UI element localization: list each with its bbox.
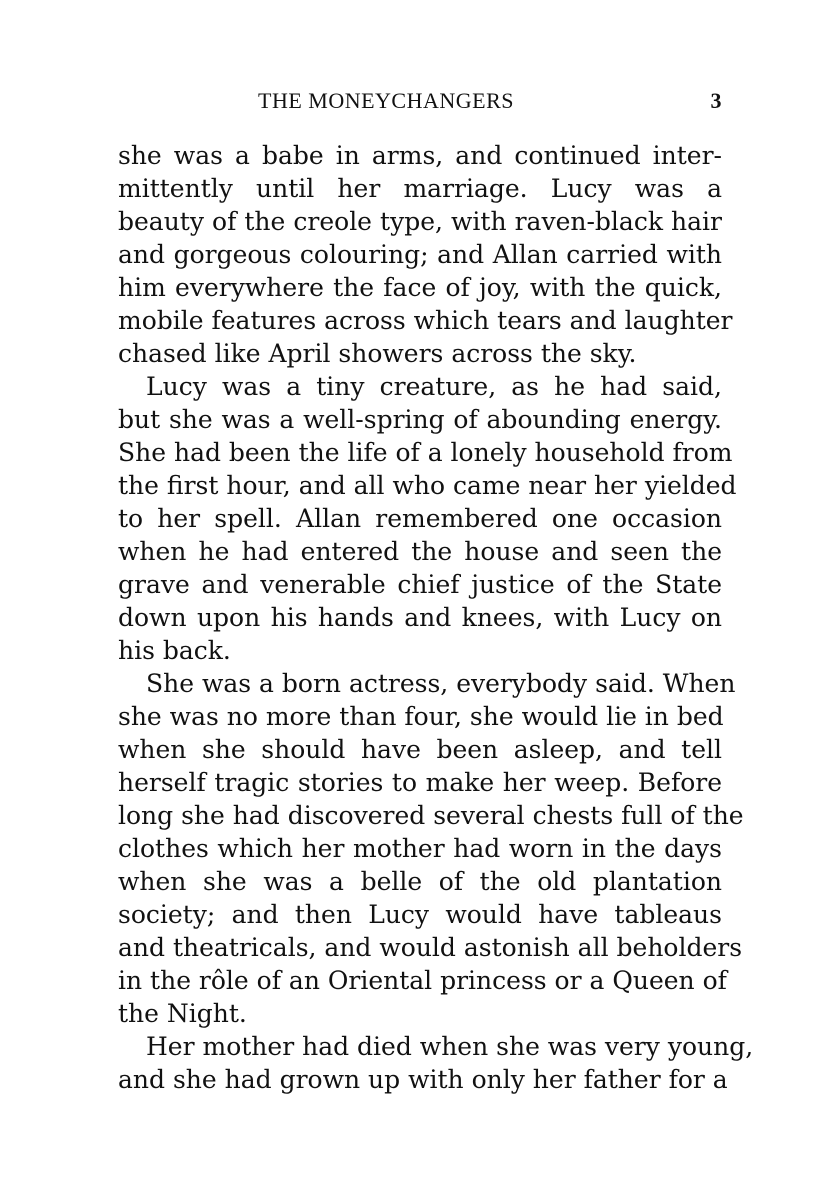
text-line: down upon his hands and knees, with Lucy on bbox=[118, 603, 722, 632]
text-line: the Night. bbox=[118, 999, 247, 1028]
text-line: his back. bbox=[118, 636, 231, 665]
text-line: when she should have been asleep, and tell bbox=[118, 735, 722, 764]
body-text bbox=[118, 139, 754, 1096]
text-line: Her mother had died when she was very young, bbox=[146, 1032, 754, 1061]
text-line: in the rôle of an Oriental princess or a Queen of bbox=[118, 966, 727, 995]
text-line: and theatricals, and would astonish all beholders bbox=[118, 933, 743, 962]
page-number: 3 bbox=[710, 88, 722, 113]
text-line: herself tragic stories to make her weep. Before bbox=[118, 768, 722, 797]
text-line: mobile features across which tears and laughter bbox=[118, 306, 733, 335]
text-line: the first hour, and all who came near her yielded bbox=[118, 471, 737, 500]
running-head bbox=[118, 88, 722, 120]
text-line: long she had discovered several chests full of the bbox=[118, 801, 744, 830]
text-line: chased like April showers across the sky. bbox=[118, 339, 637, 368]
text-line: him everywhere the face of joy, with the quick, bbox=[118, 273, 722, 302]
text-line: She was a born actress, everybody said. When bbox=[146, 669, 736, 698]
text-line: to her spell. Allan remembered one occasion bbox=[118, 504, 722, 533]
text-line: she was no more than four, she would lie in bed bbox=[118, 702, 724, 731]
running-title: THE MONEYCHANGERS bbox=[258, 88, 514, 113]
text-line: She had been the life of a lonely household from bbox=[118, 438, 733, 467]
text-line: mittently until her marriage. Lucy was a bbox=[118, 174, 722, 203]
text-line: but she was a well-spring of abounding energy. bbox=[118, 405, 722, 434]
text-line: when she was a belle of the old plantation bbox=[118, 867, 722, 896]
text-line: and she had grown up with only her father for a bbox=[118, 1065, 728, 1094]
text-line: grave and venerable chief justice of the State bbox=[118, 570, 722, 599]
text-line: when he had entered the house and seen the bbox=[118, 537, 722, 566]
text-line: society; and then Lucy would have tableaus bbox=[118, 900, 722, 929]
text-line: beauty of the creole type, with raven-black hair bbox=[118, 207, 722, 236]
text-line: clothes which her mother had worn in the days bbox=[118, 834, 722, 863]
text-line: Lucy was a tiny creature, as he had said, bbox=[146, 372, 722, 401]
text-line: she was a babe in arms, and continued inter- bbox=[118, 141, 722, 170]
text-line: and gorgeous colouring; and Allan carried with bbox=[118, 240, 722, 269]
